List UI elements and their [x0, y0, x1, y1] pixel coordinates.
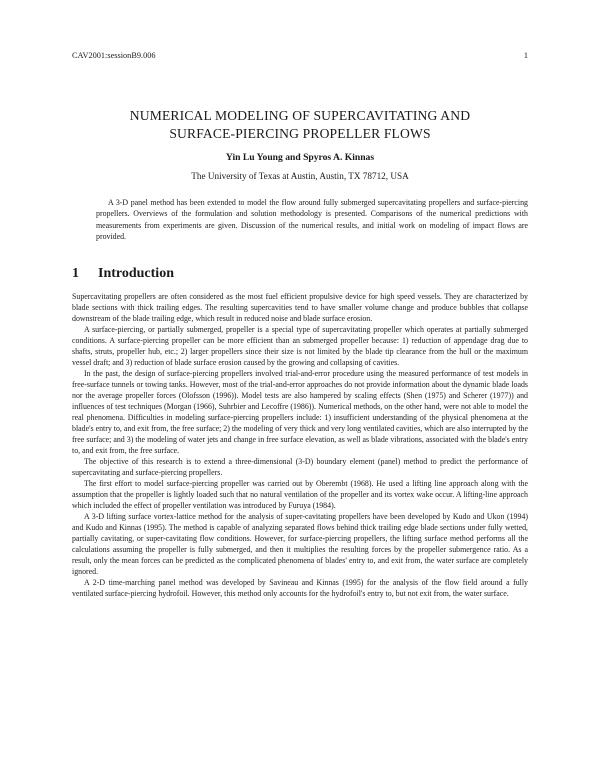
abstract-text: A 3-D panel method has been extended to model the flow around fully submerged supercavitating propellers and surface-piercing propellers. Overviews of the formulation and solution methodology is presented. Comparisons of the numerical predictions with measurements from experiments are given. Discussion of the numerical results, and initial work on modeling of impact flows are provided. [96, 198, 528, 242]
affiliation: The University of Texas at Austin, Austin, TX 78712, USA [191, 171, 409, 181]
paragraph: A 2-D time-marching panel method was developed by Savineau and Kinnas (1995) for the analysis of the flow field around a fully ventilated surface-piercing hydrofoil. However, this method only accounts for the hydrofoil's entry to, but not exit from, the water surface. [72, 578, 528, 598]
abstract [96, 197, 528, 243]
paragraph: The objective of this research is to extend a three-dimensional (3-D) boundary element (panel) method to predict the performance of supercavitating and surface-piercing propellers. [72, 457, 528, 477]
body-text [72, 291, 528, 599]
title-line-1: NUMERICAL MODELING OF SUPERCAVITATING AND [129, 108, 471, 123]
session-id: CAV2001:sessionB9.006 [72, 51, 156, 60]
paragraph: In the past, the design of surface-piercing propellers involved trial-and-error procedure using the measured performance of test models in free-surface tunnels or towing tanks. However, most of the trial-and-error approaches do not provide information about the dynamic blade loads nor the average propeller forces (Olofsson (1996)). Model tests are also hampered by scaling effects (Shen (1975) and Scherer (1977)) and influences of test techniques (Morgan (1966), Suhrbier and Lecoffre (1986)). Numerical methods, on the other hand, were not able to model the real phenomena. Difficulties in modeling surface-piercing propellers include: 1) insufficient understanding of the physical phenomena at the blade's entry to, and exit from, the free surface; 2) the modeling of very thick and very long ventilated cavities, which are also interrupted by the free surface; and 3) the modeling of water jets and change in free surface elevation, as well as blade vibrations, associated with the blade's entry to, and exit from, the free surface. [72, 369, 528, 455]
section-heading [72, 264, 174, 284]
paragraph: The first effort to model surface-piercing propeller was carried out by Oberembt (1968). He used a lifting line approach along with the assumption that the propeller is lightly loaded such that no natural ventilation of the propeller and its vortex wake occur. A lifting-line approach which included the effect of propeller ventilation was introduced by Furuya (1984). [72, 479, 528, 510]
paragraph: A surface-piercing, or partially submerged, propeller is a special type of supercavitating propeller which operates at partially submerged conditions. A surface-piercing propeller can be more efficient than an submerged propeller because: 1) reduction of appendage drag due to shafts, struts, propeller hub, etc.; 2) larger propellers since their size is not limited by the blade tip clearance from the hull or the maximum vessel draft; and 3) reduction of blade surface erosion caused by the growing and collapsing of cavities. [72, 325, 528, 367]
paragraph: A 3-D lifting surface vortex-lattice method for the analysis of super-cavitating propellers have been developed by Kudo and Ukon (1994) and Kudo and Kinnas (1995). The method is capable of analyzing separated flows behind thick trailing edge blade sections under fully wetted, partially cavitating, or super-cavitating flow conditions. However, for surface-piercing propellers, the lifting surface method performs all the calculations assuming the propeller is fully submerged, and then it multiplies the resulting forces by the propeller submergence ratio. As a result, only the mean forces can be predicted as the complicated phenomena of blades' entry to, and exit from, the water surface are completely ignored. [72, 512, 528, 576]
section-title: Introduction [98, 266, 174, 281]
section-number: 1 [72, 266, 79, 281]
title-line-2: SURFACE-PIERCING PROPELLER FLOWS [169, 126, 431, 141]
page-number: 1 [523, 51, 528, 60]
paragraph: Supercavitating propellers are often considered as the most fuel efficient propulsive device for high speed vessels. They are characterized by blade sections with thick trailing edges. The resulting supercavities tend to have smaller volume change and produce bubbles that collapse downstream of the blade trailing edge, which result in reduced noise and blade surface erosion. [72, 292, 528, 323]
authors: Yin Lu Young and Spyros A. Kinnas [225, 152, 375, 163]
running-head [72, 50, 528, 62]
paper-title [72, 107, 528, 143]
